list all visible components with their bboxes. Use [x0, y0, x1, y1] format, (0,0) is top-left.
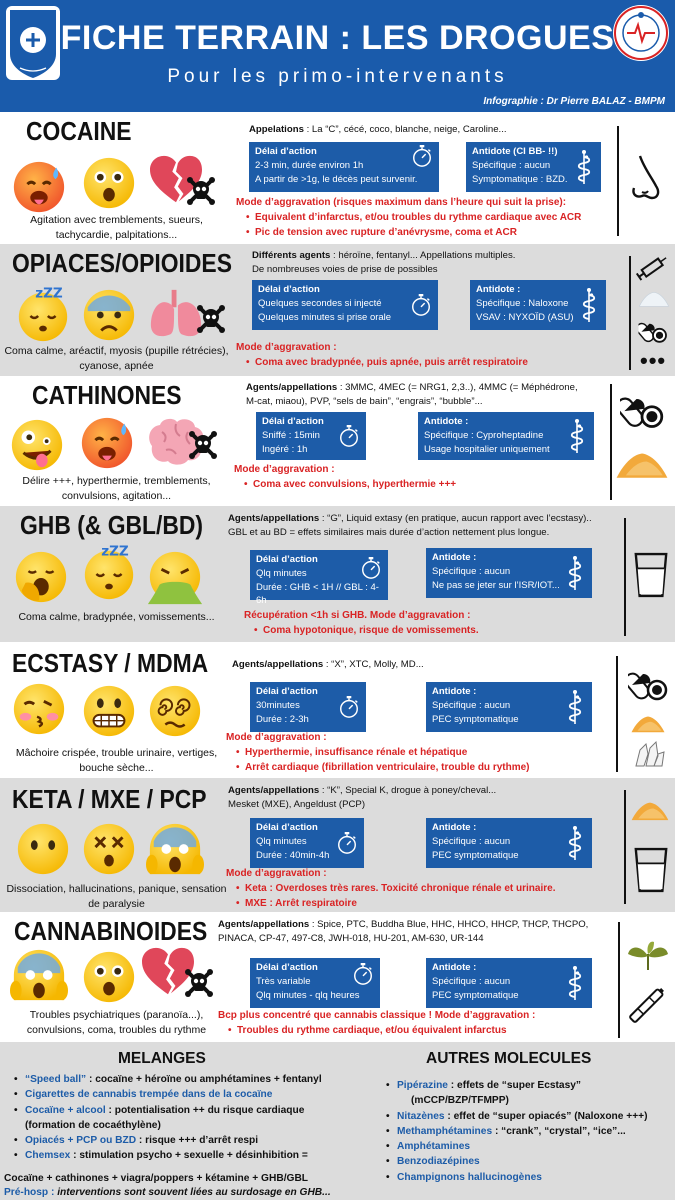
pills-icon: [638, 318, 668, 344]
skull-crossbones-icon: [186, 176, 216, 206]
stopwatch-icon: [338, 694, 360, 720]
drug-title: CATHINONES: [32, 380, 182, 410]
white-powder-icon: [638, 290, 670, 308]
appellations-text: Appelations : La “C”, cécé, coco, blanche, neige, Caroline...: [249, 124, 507, 135]
author-credit: Infographie : Dr Pierre BALAZ - BMPM: [483, 96, 665, 107]
stopwatch-icon: [411, 143, 433, 169]
stopwatch-icon: [352, 961, 374, 987]
stopwatch-icon: [360, 555, 382, 581]
glass-icon: [632, 846, 670, 894]
list-item: • Methamphétamines : “crank”, “crystal”, “ice”...: [386, 1124, 674, 1139]
caduceus-icon: [564, 555, 586, 591]
symptoms-caption: Troubles psychiatriques (paranoïa...), convulsions, coma, troubles du rythme: [26, 1009, 207, 1036]
list-item: • Opiacés + PCP ou BZD : risque +++ d’arrêt respi: [14, 1133, 394, 1148]
sleeping-face-icon: [80, 544, 138, 602]
delay-box: Délai d’action 30minutes Durée : 2-3h: [250, 682, 366, 732]
skull-crossbones-icon: [184, 968, 214, 998]
hot-face-icon: [10, 158, 68, 216]
header-banner: [0, 0, 675, 112]
yawning-face-icon: [12, 548, 70, 606]
divider-line: [610, 384, 612, 500]
symptoms-caption: Coma calme, bradypnée, vomissements...: [18, 611, 215, 623]
chemsex-detail: Cocaïne + cathinones + viagra/poppers + kétamine + GHB/GBL: [4, 1173, 309, 1184]
skull-crossbones-icon: [188, 430, 218, 460]
herb-leaves-icon: [626, 940, 670, 972]
list-item: • “Speed ball” : cocaïne + héroïne ou amphétamines + fentanyl: [14, 1072, 394, 1087]
section-keta: [0, 778, 675, 912]
hot-face-icon: [78, 414, 136, 472]
aggravation-block: Mode d’aggravation : • Hyperthermie, insuffisance rénale et hépatique • Arrêt cardiaque (fibrillation ventriculaire, trouble du rythme): [226, 730, 616, 775]
vape-pen-icon: [624, 982, 670, 1028]
symptoms-caption: Délire +++, hyperthermie, tremblements, convulsions, agitation...: [22, 475, 211, 502]
drug-title: ECSTASY / MDMA: [12, 648, 209, 678]
symptoms-caption: Mâchoire crispée, trouble urinaire, vertiges, bouche sèche...: [15, 747, 218, 774]
zany-face-icon: [8, 416, 66, 474]
antidote-box: Antidote : Spécifique : aucun Ne pas se jeter sur l’ISR/IOT...: [426, 548, 592, 598]
astonished-face-icon: [80, 154, 138, 212]
caduceus-icon: [564, 825, 586, 861]
grimacing-face-icon: [80, 682, 138, 740]
prehosp-note: Pré-hosp : interventions sont souvent liées au surdosage en GHB...: [4, 1187, 331, 1198]
divider-line: [624, 790, 626, 904]
aggravation-block: Mode d’aggravation : • Coma avec convulsions, hyperthermie +++: [234, 462, 614, 492]
melanges-list: [14, 1072, 394, 1164]
antidote-box: Antidote : Spécifique : aucun PEC symptomatique: [426, 818, 592, 868]
caduceus-icon: [578, 287, 600, 323]
page-subtitle: Pour les primo-intervenants: [167, 66, 508, 87]
agents-text: Agents/appellations : Spice, PTC, Buddha Blue, HHC, HHCO, HHCP, THCP, THCPO, PINACA, CP-47, 497-C8, JWH-018, HU-201, AM-630, UR-144: [218, 919, 589, 944]
syringe-icon: [636, 252, 670, 282]
drug-title: OPIACES/OPIOIDES: [12, 248, 232, 278]
powder-pile-icon: [630, 714, 666, 734]
glass-icon: [632, 550, 670, 600]
delay-box: Délai d’action Quelques secondes si injecté Quelques minutes si prise orale: [252, 280, 438, 330]
agents-text: Agents/appellations : “K”, Special K, drogue à poney/cheval... Mesket (MXE), Angeldust (PCP): [228, 785, 497, 810]
powder-pile-icon: [614, 450, 670, 480]
drug-title: KETA / MXE / PCP: [12, 784, 207, 814]
screaming-face-icon: [146, 820, 204, 878]
section-ecstasy: [0, 642, 675, 778]
agents-text: Agents/appellations : “X”, XTC, Molly, MD...: [232, 659, 424, 670]
divider-line: [617, 126, 619, 236]
sleeping-face-icon: [14, 286, 72, 344]
antidote-box: Antidote : Spécifique : aucun PEC symptomatique: [426, 682, 592, 732]
divider-line: [616, 656, 618, 772]
caduceus-icon: [564, 965, 586, 1001]
anxious-face-icon: [80, 286, 138, 344]
agents-text: Agents/appellations : 3MMC, 4MEC (= NRG1, 2,3..), 4MMC (= Méphédrone, M-cat, miaou), PVP, “sels de bain”, “engrais”, “bubble”...: [246, 382, 578, 407]
pills-icon: [628, 666, 668, 702]
delay-box: Délai d’action Qlq minutes Durée : 40min-4h: [250, 818, 364, 868]
agents-text: Différents agents : héroïne, fentanyl... Appellations multiples. De nombreuses voies de prise de possibles: [252, 250, 516, 275]
kissing-face-icon: [10, 680, 68, 738]
dizzy-face-icon: [146, 682, 204, 740]
page-title: FICHE TERRAIN : LES DROGUES: [60, 19, 615, 57]
nose-icon: [624, 152, 668, 208]
section-cocaine: [0, 112, 675, 244]
list-item: • Chemsex : stimulation psycho + sexuelle + désinhibition =: [14, 1148, 394, 1163]
bottom-panel: [0, 1042, 675, 1200]
powder-pile-icon: [630, 800, 670, 822]
antidote-box: Antidote : Spécifique : Cyproheptadine Usage hospitalier uniquement: [418, 412, 594, 460]
section-opiaces: [0, 244, 675, 376]
more-dots-icon: •••: [640, 348, 667, 373]
astonished-face-icon: [80, 948, 138, 1006]
agents-text: Agents/appellations : “G”, Liquid extasy (en pratique, aucun rapport avec l’ecstasy).. GBL et au BD = effets similaires mais durée d’action nettement plus longue.: [228, 513, 592, 538]
melanges-heading: MELANGES: [118, 1050, 206, 1067]
dizzy-x-eyes-face-icon: [80, 820, 138, 878]
list-item: • Cocaïne + alcool : potentialisation ++ du risque cardiaque (formation de cocaéthylène): [14, 1103, 394, 1134]
drug-title: COCAINE: [26, 116, 132, 146]
pills-icon: [620, 390, 664, 430]
delay-box: Délai d’action Sniffé : 15min Ingéré : 1h: [256, 412, 366, 460]
stopwatch-icon: [338, 423, 360, 449]
drug-title: GHB (& GBL/BD): [20, 510, 204, 540]
section-ghb: [0, 506, 675, 642]
symptoms-caption: Coma calme, aréactif, myosis (pupille rétrécies), cyanose, apnée: [4, 345, 229, 372]
screaming-face-icon: [10, 946, 68, 1004]
antidote-box: Antidote (CI BB- !!) Spécifique : aucun Symptomatique : BZD.: [466, 142, 601, 192]
symptoms-caption: Dissociation, hallucinations, panique, sensation de paralysie: [6, 883, 227, 910]
aggravation-block: Mode d’aggravation : • Coma avec bradypnée, puis apnée, puis arrêt respiratoire: [236, 340, 616, 370]
list-item: • Benzodiazépines: [386, 1154, 674, 1169]
symptoms-caption: Agitation avec tremblements, sueurs, tachycardie, palpitations...: [30, 214, 203, 241]
drug-title: CANNABINOIDES: [14, 916, 208, 946]
delay-box: Délai d’action Très variable Qlq minutes - qlq heures: [250, 958, 380, 1008]
aggravation-block: Mode d’aggravation (risques maximum dans l’heure qui suit la prise): • Equivalent d’infarctus, et/ou troubles du rythme cardiaque avec ACR • Pic de tension avec rupture d’anévrysme, coma et ACR: [236, 195, 616, 240]
autres-list: [386, 1078, 674, 1185]
autres-heading: AUTRES MOLECULES: [426, 1050, 592, 1067]
vomiting-face-icon: [146, 548, 204, 606]
antidote-box: Antidote : Spécifique : Naloxone VSAV : NYXOÏD (ASU): [470, 280, 606, 330]
list-item: • Cigarettes de cannabis trempée dans de la cocaïne: [14, 1087, 394, 1102]
caduceus-icon: [573, 149, 595, 185]
aggravation-block: Bcp plus concentré que cannabis classique ! Mode d’aggravation : • Troubles du rythme cardiaque, et/ou équivalent infarctus: [218, 1008, 618, 1038]
list-item: • Champignons hallucinogènes: [386, 1170, 674, 1185]
section-cathinones: [0, 376, 675, 506]
divider-line: [624, 518, 626, 636]
crystals-icon: [632, 740, 666, 768]
caduceus-icon: [564, 689, 586, 725]
delay-box: Délai d’action 2-3 min, durée environ 1h A partir de >1g, le décès peut survenir.: [249, 142, 439, 192]
stopwatch-icon: [336, 830, 358, 856]
list-item: • Nitazènes : effet de “super opiacés” (Naloxone +++): [386, 1109, 674, 1124]
list-item: • Pipérazine : effets de “super Ecstasy” (mCCP/BZP/TFMPP): [386, 1078, 674, 1109]
stopwatch-icon: [410, 292, 432, 318]
aggravation-block: Mode d’aggravation : • Keta : Overdoses très rares. Toxicité chronique rénale et urinaire. • MXE : Arrêt respiratoire: [226, 866, 616, 911]
list-item: • Amphétamines: [386, 1139, 674, 1154]
divider-line: [618, 922, 620, 1038]
caduceus-icon: [566, 418, 588, 454]
divider-line: [629, 256, 631, 370]
section-cannabinoides: [0, 912, 675, 1042]
neutral-face-icon: [14, 820, 72, 878]
antidote-box: Antidote : Spécifique : aucun PEC symptomatique: [426, 958, 592, 1008]
svg-text:zZZ: zZZ: [101, 543, 129, 560]
skull-crossbones-icon: [196, 304, 226, 334]
svg-text:zZZ: zZZ: [35, 285, 63, 302]
aggravation-block: Récupération <1h si GHB. Mode d’aggravation : • Coma hypotonique, risque de vomissements.: [244, 608, 624, 638]
delay-box: Délai d’action Qlq minutes Durée : GHB < 1H // GBL : 4-6h: [250, 550, 388, 600]
